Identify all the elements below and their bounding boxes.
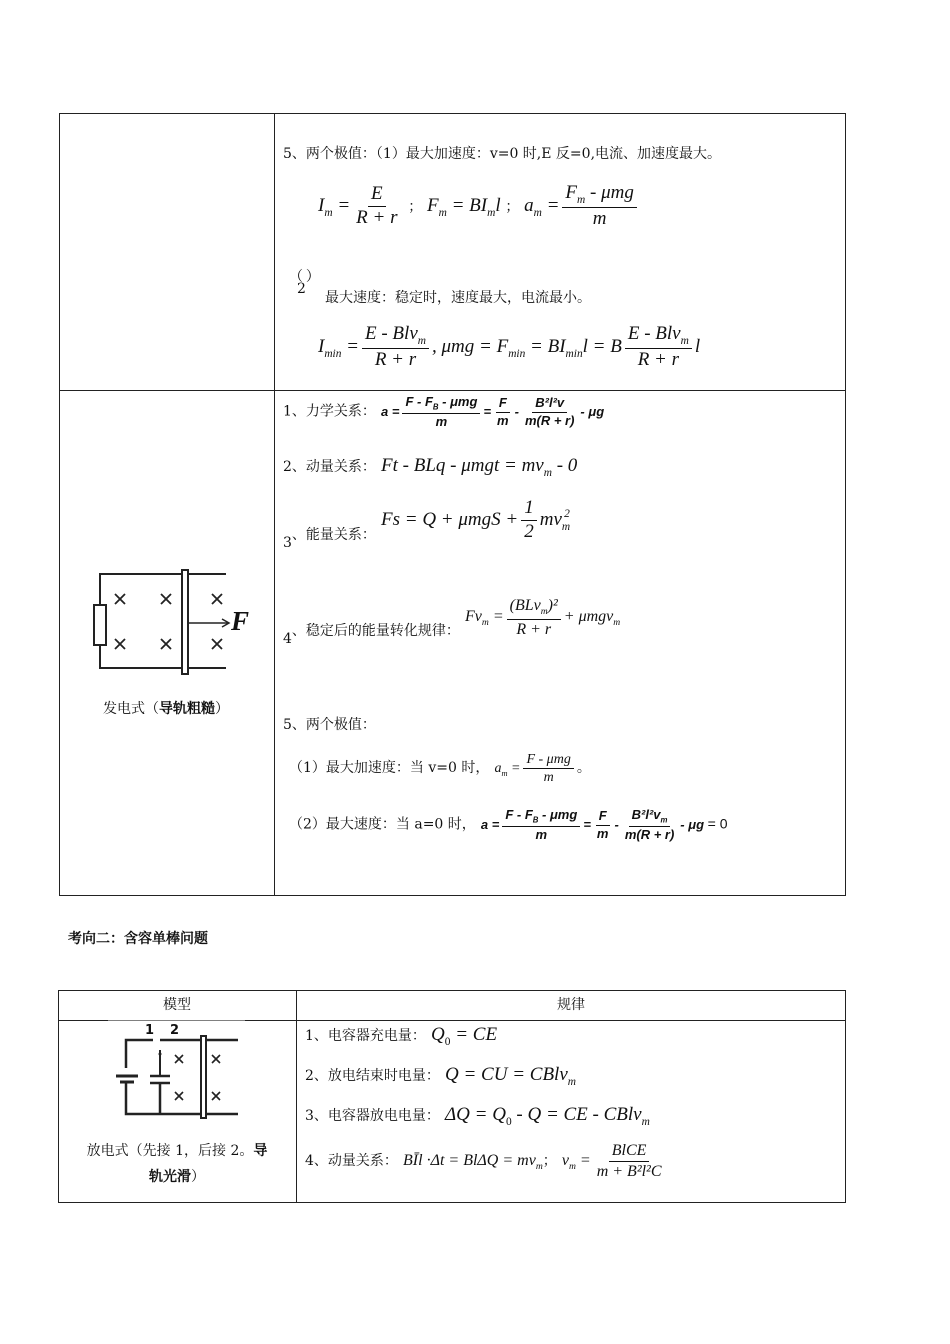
switch-label-1: 1 bbox=[145, 1023, 155, 1038]
momentum-relation: 2、动量关系： Ft - BLq - $\mu mgt = mv_m - 0$ bbox=[283, 455, 578, 479]
discharge-amount: 3、电容器放电电量： $\Delta Q = Q_0 - Q$ = CE - CBlv$_m$ bbox=[305, 1104, 650, 1128]
rod-icon bbox=[201, 1036, 206, 1118]
energy-relation: 3、能量关系： Fs = Q + μmgS + $\frac{1}{2}$ $mv_m^2$ bbox=[283, 497, 571, 551]
column-divider bbox=[274, 114, 275, 895]
capacitor-caption: 放电式（先接 1，后接 2。导 轨光滑） bbox=[86, 1143, 268, 1185]
item2-marker: （2） bbox=[289, 269, 320, 297]
remaining-charge: 2、放电结束时电量： Q = CU = CBlv$_m$ bbox=[305, 1064, 576, 1088]
extremes-heading-2: 5、两个极值： bbox=[283, 717, 376, 733]
generator-caption: 发电式（导轨粗糙） bbox=[103, 701, 229, 717]
magnetic-field-cross-icons bbox=[175, 1055, 220, 1100]
rod-icon bbox=[182, 570, 188, 674]
row-divider bbox=[60, 390, 845, 391]
current-max-formula: $I_m$ = $\frac{E}{R + r}$ ； $F_m = BI_ml$ ； $a_m$ = $\frac{F_m - \mu mg}{m}$ bbox=[318, 183, 640, 230]
switch-label-2: 2 bbox=[170, 1023, 180, 1038]
mechanics-relation: 1、力学关系： a = $\frac{F - F_B - \mu mg}{m}$ = $\frac{F}{m}$ - $\frac{\text{B²l²v}}{m(R + r)}$ - μg bbox=[283, 394, 605, 430]
header-rule: 规律 bbox=[557, 997, 585, 1013]
max-velocity-label: 最大速度：稳定时，速度最大，电流最小。 bbox=[325, 290, 591, 306]
force-label: F bbox=[231, 606, 250, 636]
column-divider bbox=[296, 991, 297, 1202]
current-min-formula: $I_{min}$ = $\frac{E - Blv_m}{R + r}$ , $\mu mg = F_{min} = BI_{min}l = B$ $\frac{E - Blv_m}{R + r}$ l bbox=[318, 323, 701, 371]
momentum-relation-2: 4、动量关系： BĪl $\cdot\Delta t = Bl\Delta Q = mv_m$； $v_m$ = $\frac{\text{BlCE}}{\text{m + B²l²C}}$ bbox=[305, 1142, 662, 1180]
resistor-icon bbox=[94, 605, 106, 645]
max-velocity: （2）最大速度：当 a=0 时， a = $\frac{F - F_B - \mu mg}{m}$ = $\frac{F}{m}$ - $\frac{B^2l^2v_m}{m(R + r)}$ - μg = 0 bbox=[289, 807, 728, 843]
extremes-heading: 5、两个极值：（1）最大加速度：v=0 时,E 反=0,电流、加速度最大。 bbox=[283, 146, 722, 162]
header-model: 模型 bbox=[163, 997, 191, 1013]
charge-amount: 1、电容器充电量： $Q_0$ = CE bbox=[305, 1024, 498, 1048]
energy-conversion-rule: 4、稳定后的能量转化规律： $Fv_m$ = $\frac{(BLv_m)^2}{R + r}$ + μmgv$_m$ bbox=[283, 597, 621, 648]
max-acceleration: （1）最大加速度：当 v=0 时， $a_m$ = $\frac{\text{F - μmg}}{m}$ 。 bbox=[289, 752, 591, 786]
magnetic-field-cross-icons bbox=[115, 594, 222, 649]
section-heading: 考向二：含容单棒问题 bbox=[68, 931, 208, 947]
